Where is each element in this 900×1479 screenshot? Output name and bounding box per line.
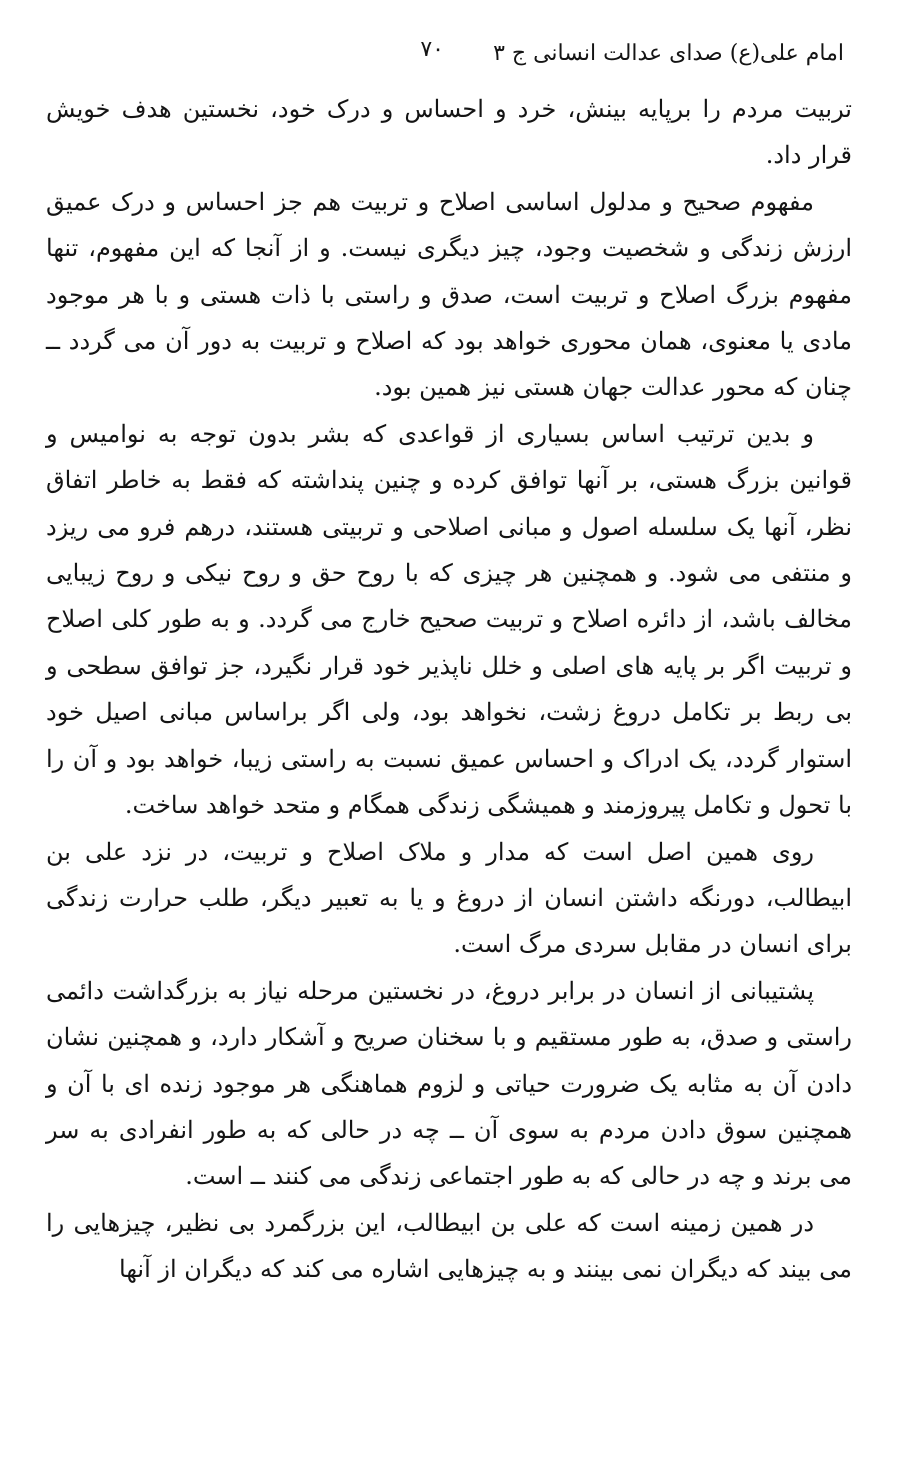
paragraph: تربیت مردم را برپایه بینش، خرد و احساس و درک خود، نخستین هدف خویش قرار داد.	[46, 95, 852, 170]
paragraph: پشتیبانی از انسان در برابر دروغ، در نخستین مرحله نیاز به بزرگداشت دائمی راستی و صدق، به طور مستقیم و با سخنان صریح و آشکار دارد، و همچنین نشان دادن آن به مثابه یک ضرورت حیاتی و لزوم هماهنگی هر موجود زنده ای با آن و همچنین سوق دادن مردم به سوی آن ــ چه در حالی که به طور انفرادی به سر می برند و چه در حالی که به طور اجتماعی زندگی می کنند ــ است.	[46, 976, 852, 1191]
paragraph: مفهوم صحیح و مدلول اساسی اصلاح و تربیت هم جز احساس و درک عمیق ارزش زندگی و شخصیت وجود، چیز دیگری نیست. و از آنجا که این مفهوم، تنها مفهوم بزرگ اصلاح و تربیت است، صدق و راستی با ذات هستی و با هر موجود مادی یا معنوی، همان محوری خواهد بود که اصلاح و تربیت به دور آن می گردد ــ چنان که محور عدالت جهان هستی نیز همین بود.	[46, 187, 852, 402]
running-title: امام علی(ع) صدای عدالت انسانی ج ۳	[493, 41, 844, 66]
paragraph: در همین زمینه است که علی بن ابیطالب، این بزرگمرد بی نظیر، چیزهایی را می بیند که دیگران نمی بینند و به چیزهایی اشاره می کند که دیگران از آنها	[46, 1208, 852, 1284]
page-header	[46, 30, 852, 86]
page-number: ۷۰	[420, 37, 444, 62]
paragraph: و بدین ترتیب اساس بسیاری از قواعدی که بشر بدون توجه به نوامیس و قوانین بزرگ هستی، بر آنها توافق کرده و چنین پنداشته که فقط به خاطر اتفاق نظر، آنها یک سلسله اصول و مبانی اصلاحی و تربیتی هستند، درهم فرو می ریزد و منتفی می شود. و همچنین هر چیزی که با روح حق و روح نیکی و روح زیبایی مخالف باشد، از دائره اصلاح و تربیت صحیح خارج می گردد. و به طور کلی اصلاح و تربیت اگر بر پایه های اصلی و خلل ناپذیر خود قرار نگیرد، جز توافق سطحی و بی ربط بر تکامل دروغ زشت، نخواهد بود، ولی اگر براساس مبانی اصیل خود استوار گردد، یک ادراک و احساس عمیق نسبت به راستی زیبا، خواهد بود و آن را با تحول و تکامل پیروزمند و همیشگی زندگی همگام و متحد خواهد ساخت.	[46, 419, 853, 820]
paragraph: روی همین اصل است که مدار و ملاک اصلاح و تربیت، در نزد علی بن ابیطالب، دورنگه داشتن انسان از دروغ و یا به تعبیر دیگر، طلب حرارت زندگی برای انسان در مقابل سردی مرگ است.	[46, 837, 852, 959]
body-text	[46, 86, 852, 1293]
